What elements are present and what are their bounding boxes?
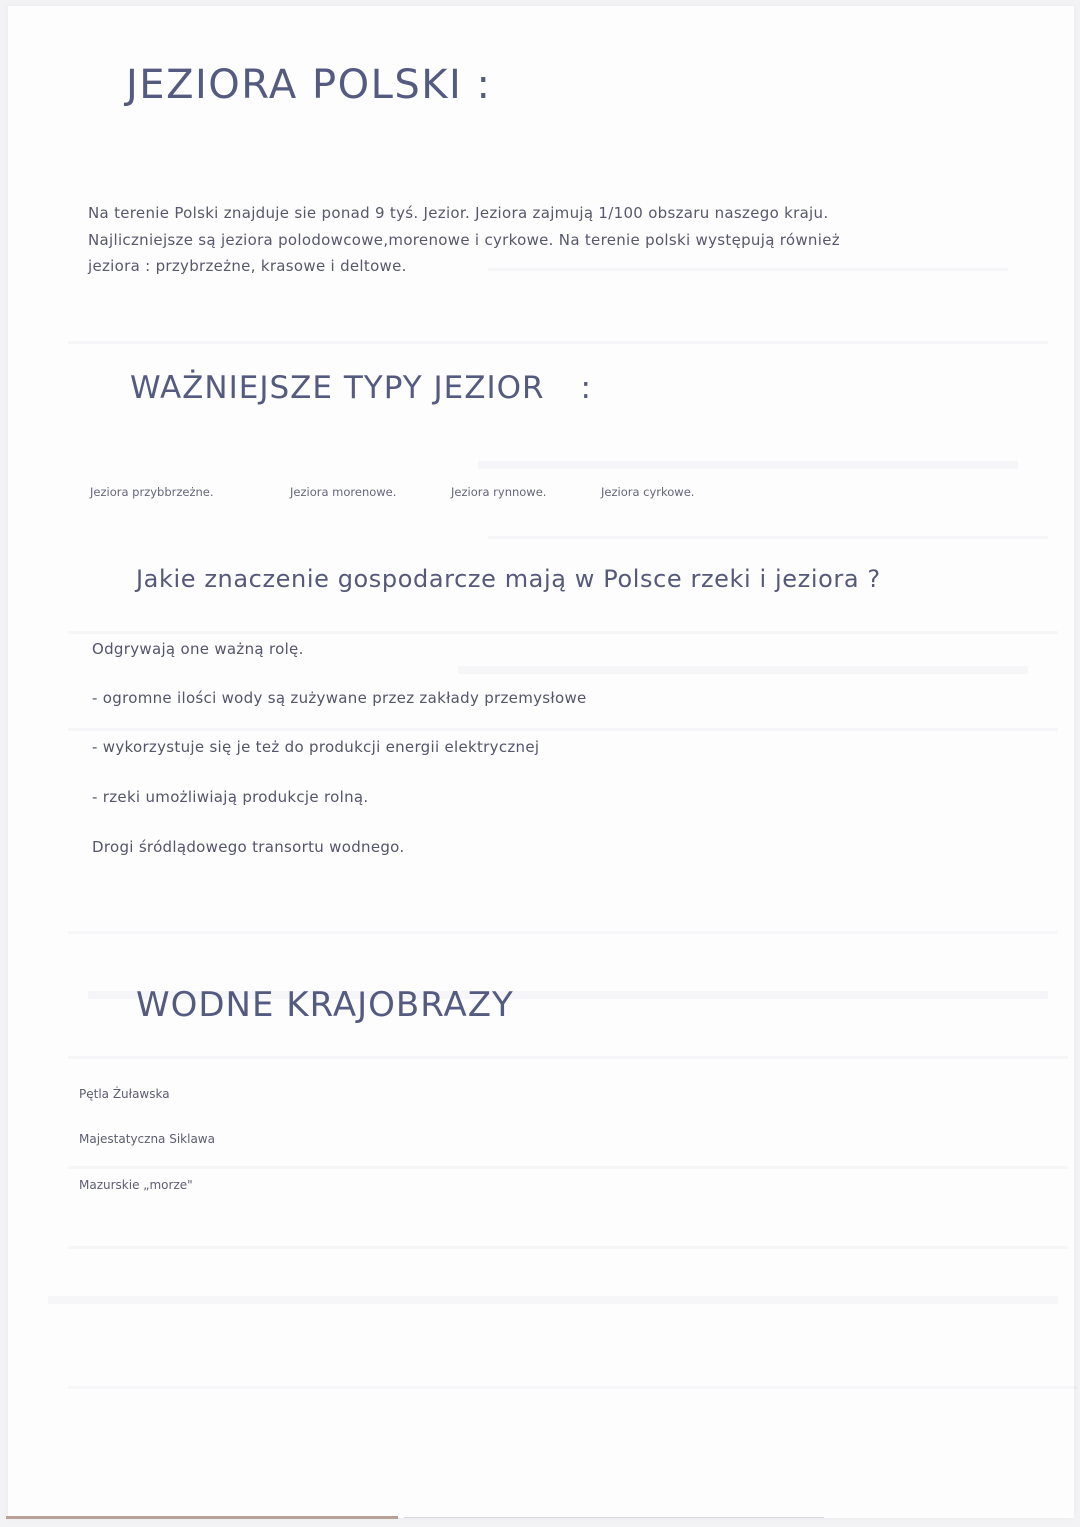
section-heading-text: WAŻNIEJSZE TYPY JEZIOR [130, 370, 545, 406]
heading-colon: : [580, 370, 592, 406]
bleed-through-line [68, 1056, 1068, 1059]
bleed-through-line [68, 631, 1058, 634]
bleed-through-line [68, 1386, 1078, 1389]
landscape-item: Mazurskie „morze" [79, 1178, 193, 1192]
bleed-through-line [68, 1166, 1068, 1169]
bleed-through-line [68, 341, 1048, 344]
section-heading-landscapes: WODNE KRAJOBRAZY [136, 985, 514, 1025]
bleed-through-line [488, 536, 1048, 539]
intro-line: Na terenie Polski znajduje sie ponad 9 tyś. Jezior. Jeziora zajmują 1/100 obszaru naszego kraju. [88, 204, 829, 222]
lake-type-label: Jeziora przybbrzeżne. [90, 485, 214, 499]
economy-bullet: - wykorzystuje się je też do produkcji energii elektrycznej [92, 738, 540, 756]
economy-line: Drogi śródlądowego transortu wodnego. [92, 838, 405, 856]
bleed-through-line [68, 1246, 1068, 1249]
lake-type-label: Jeziora cyrkowe. [601, 485, 695, 499]
lake-type-label: Jeziora morenowe. [290, 485, 397, 499]
page-edge-line [404, 1517, 824, 1518]
bleed-through-line [48, 1296, 1058, 1304]
economy-bullet: - ogromne ilości wody są zużywane przez zakłady przemysłowe [92, 689, 587, 707]
page-edge-shadow [6, 1516, 398, 1519]
page-title: JEZIORA POLSKI : [126, 62, 492, 108]
lake-type-label: Jeziora rynnowe. [451, 485, 547, 499]
bleed-through-line [68, 728, 1058, 731]
intro-line: Najliczniejsze są jeziora polodowcowe,morenowe i cyrkowe. Na terenie polski występują również [88, 230, 840, 249]
economy-line: Odgrywają one ważną rolę. [92, 640, 304, 658]
landscape-item: Majestatyczna Siklawa [79, 1132, 215, 1146]
economy-bullet: - rzeki umożliwiają produkcje rolną. [92, 788, 369, 806]
bleed-through-line [458, 666, 1028, 674]
bleed-through-line [68, 931, 1058, 934]
bleed-through-line [478, 461, 1018, 469]
landscape-item: Pętla Żuławska [79, 1087, 170, 1101]
section-heading-lake-types [130, 370, 592, 406]
intro-paragraph [88, 200, 1018, 280]
intro-line: jeziora : przybrzeżne, krasowe i deltowe. [88, 257, 407, 275]
section-heading-economy: Jakie znaczenie gospodarcze mają w Polsce rzeki i jeziora ? [136, 565, 881, 593]
